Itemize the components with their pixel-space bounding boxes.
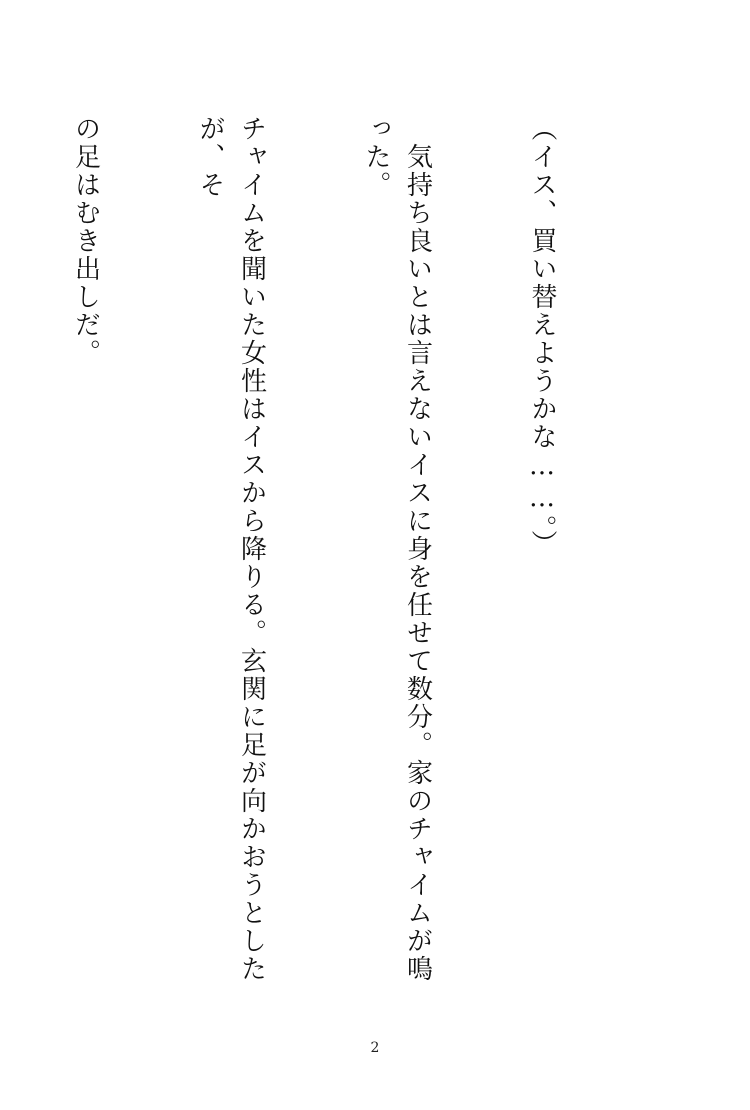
text-line: チャイムを聞いた女性はイスから降りる。玄関に足が向かおうとしたが、そ [195,115,267,983]
page-number: 2 [370,1040,380,1056]
text-line: 気持ち良いとは言えないイスに身を任せて数分。家のチャイムが鳴った。 [361,115,433,983]
text-line: の足はむき出しだ。 [70,115,101,367]
vertical-text-body [70,115,645,995]
text-line: （イス、買い替えようかな……。） [527,115,557,558]
